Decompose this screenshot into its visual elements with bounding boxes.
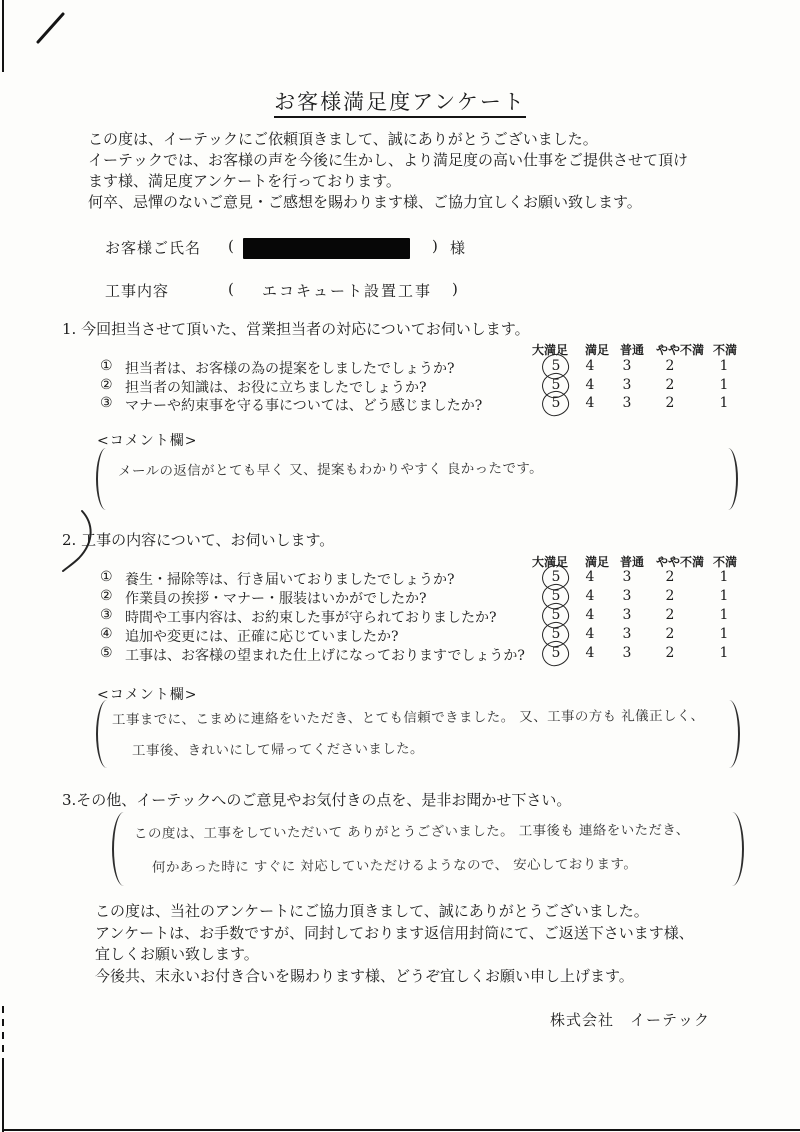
question-row [0,588,800,606]
rating-value: 5 [551,395,561,411]
rating-2: 2 [665,626,675,642]
question-text: 工事は、お客様の望まれた仕上げになっておりますでしょうか? [125,648,525,664]
scale-daimanzoku: 大満足 [531,555,568,569]
hand-bracket-right [723,700,740,768]
question-text: マナーや約束事を守る事については、どう感じましたか? [125,398,483,414]
rating-5-circled [544,358,568,374]
handwritten-check-mark [30,8,72,48]
question-number: ② [100,377,113,393]
rating-2: 2 [665,569,675,585]
honorific-sama: 様 [450,239,467,257]
rating-5-circled [544,395,568,411]
question-text: 担当者の知識は、お役に立ちましたでしょうか? [125,380,427,396]
question-number: ④ [100,626,113,642]
handwritten-comment-line: 何かあった時に すぐに 対応していただけるようなので、 安心しております。 [151,856,638,876]
rating-3: 3 [622,377,632,393]
question-row [0,645,800,663]
question-text: 追加や変更には、正確に応じていましたか? [125,629,399,645]
rating-2: 2 [665,607,675,623]
hand-bracket-right [721,448,738,510]
question-number: ① [100,569,113,585]
rating-3: 3 [622,607,632,623]
rating-1: 1 [719,395,729,411]
rating-3: 3 [622,358,632,374]
hand-bracket-left [112,812,129,886]
rating-4: 4 [585,377,595,393]
rating-value: 5 [551,626,561,642]
section2-heading: 2. 工事の内容について、お伺いします。 [62,531,335,549]
scale-yayafuman: やや不満 [655,343,704,357]
rating-1: 1 [719,588,729,604]
rating-5-circled [544,645,568,661]
rating-4: 4 [585,358,595,374]
rating-1: 1 [719,626,729,642]
intro-line: ます様、満足度アンケートを行っております。 [88,172,401,190]
rating-value: 5 [551,607,561,623]
rating-4: 4 [585,645,595,661]
rating-4: 4 [585,626,595,642]
closing-line: アンケートは、お手数ですが、同封しております返信用封筒にて、ご返送下さいます様、 [95,923,694,942]
closing-line: 宜しくお願い致します。 [95,945,259,963]
question-row [0,626,800,644]
customer-name-row [0,237,800,261]
rating-3: 3 [622,626,632,642]
question-text: 担当者は、お客様の為の提案をしましたでしょうか? [125,361,455,377]
question-row [0,358,800,376]
rating-4: 4 [585,395,595,411]
rating-4: 4 [585,607,595,623]
comment-label: <コメント欄> [97,687,198,703]
scan-edge-line-bottom [2,1129,800,1131]
question-number: ③ [100,607,113,623]
rating-1: 1 [719,569,729,585]
redacted-customer-name [243,238,410,259]
intro-line: イーテックでは、お客様の声を今後に生かし、より満足度の高い仕事をご提供させて頂け [88,151,689,169]
rating-5-circled [544,588,568,604]
question-text: 作業員の挨拶・マナー・服装はいかがでしたか? [125,591,427,607]
question-number: ② [100,588,113,604]
scale-fuman: 不満 [712,555,737,569]
scale-futsuu: 普通 [619,555,644,569]
scale-daimanzoku: 大満足 [531,343,568,357]
rating-2: 2 [665,645,675,661]
scan-edge-line-bottom-left [2,1062,4,1132]
hand-bracket-left [96,448,113,510]
rating-value: 5 [551,588,561,604]
question-number: ① [100,358,113,374]
comment-box-1 [96,448,744,512]
scale-manzoku: 満足 [584,555,609,569]
scale-futsuu: 普通 [619,343,644,357]
rating-5-circled [544,607,568,623]
rating-2: 2 [665,377,675,393]
work-content-value: エコキュート設置工事 [262,282,433,300]
rating-value: 5 [551,569,561,585]
rating-value: 5 [551,358,561,374]
intro-paragraph [88,129,688,213]
rating-3: 3 [622,588,632,604]
closing-line: この度は、当社のアンケートにご協力頂きまして、誠にありがとうございました。 [95,902,649,920]
handwritten-comment-line: この度は、工事をしていただいて ありがとうございました。 工事後も 連絡をいただき、 [133,822,690,842]
question-text: 時間や工事内容は、お約束した事が守られておりましたか? [125,610,497,626]
intro-line: 何卒、忌憚のないご意見・ご感想を賜わります様、ご協力宜しくお願い致します。 [88,193,642,211]
rating-scale-header [0,553,800,567]
rating-3: 3 [622,569,632,585]
comment-label: <コメント欄> [97,433,198,449]
rating-1: 1 [719,607,729,623]
comment-box-3 [112,810,752,888]
question-row [0,569,800,587]
question-number: ③ [100,395,113,411]
scale-manzoku: 満足 [584,343,609,357]
intro-line: この度は、イーテックにご依頼頂きまして、誠にありがとうございました。 [88,130,598,148]
hand-bracket-right [727,812,744,886]
handwritten-comment-line: 工事までに、こまめに連絡をいただき、とても信頼できました。 又、工事の方も 礼儀正しく、 [111,707,705,729]
rating-1: 1 [719,358,729,374]
close-paren: ) [432,237,439,255]
rating-1: 1 [719,377,729,393]
rating-4: 4 [585,588,595,604]
company-signature: 株式会社 イーテック [550,1011,711,1029]
rating-scale-header [0,341,800,355]
closing-line: 今後共、末永いお付き合いを賜わります様、どうぞ宜しくお願い申し上げます。 [95,966,634,985]
scan-edge-line-top-left [2,0,4,72]
comment-box-2 [96,700,746,770]
rating-3: 3 [622,395,632,411]
question-row [0,377,800,395]
rating-value: 5 [551,377,561,393]
question-row [0,395,800,413]
rating-4: 4 [585,569,595,585]
close-paren: ) [452,280,459,298]
scale-yayafuman: やや不満 [655,555,704,569]
work-content-row [0,280,800,304]
question-text: 養生・掃除等は、行き届いておりましたでしょうか? [125,572,455,588]
rating-2: 2 [665,395,675,411]
title-wrap [0,86,800,116]
rating-value: 5 [551,645,561,661]
closing-paragraph [95,901,694,987]
open-paren: ( [228,280,235,298]
rating-2: 2 [665,588,675,604]
scale-fuman: 不満 [712,343,737,357]
rating-3: 3 [622,645,632,661]
customer-name-label: お客様ご氏名 [105,239,202,257]
rating-5-circled [544,626,568,642]
handwritten-comment-line: 工事後、きれいにして帰ってくださいました。 [131,740,424,760]
rating-1: 1 [719,645,729,661]
rating-5-circled [544,569,568,585]
work-content-label: 工事内容 [105,282,170,300]
question-row [0,607,800,625]
question-number: ⑤ [100,645,113,661]
section3-heading: 3.その他、イーテックへのご意見やお気付きの点を、是非お聞かせ下さい。 [62,791,572,809]
open-paren: ( [228,237,235,255]
section1-heading: 1. 今回担当させて頂いた、営業担当者の対応についてお伺いします。 [62,320,530,338]
page-title: お客様満足度アンケート [274,90,526,118]
hand-bracket-left [96,700,113,768]
rating-2: 2 [665,358,675,374]
handwritten-comment-line: メールの返信がとても早く 又、提案もわかりやすく 良かったです。 [117,460,544,480]
scan-edge-dashes-bottom-left [2,1006,4,1062]
